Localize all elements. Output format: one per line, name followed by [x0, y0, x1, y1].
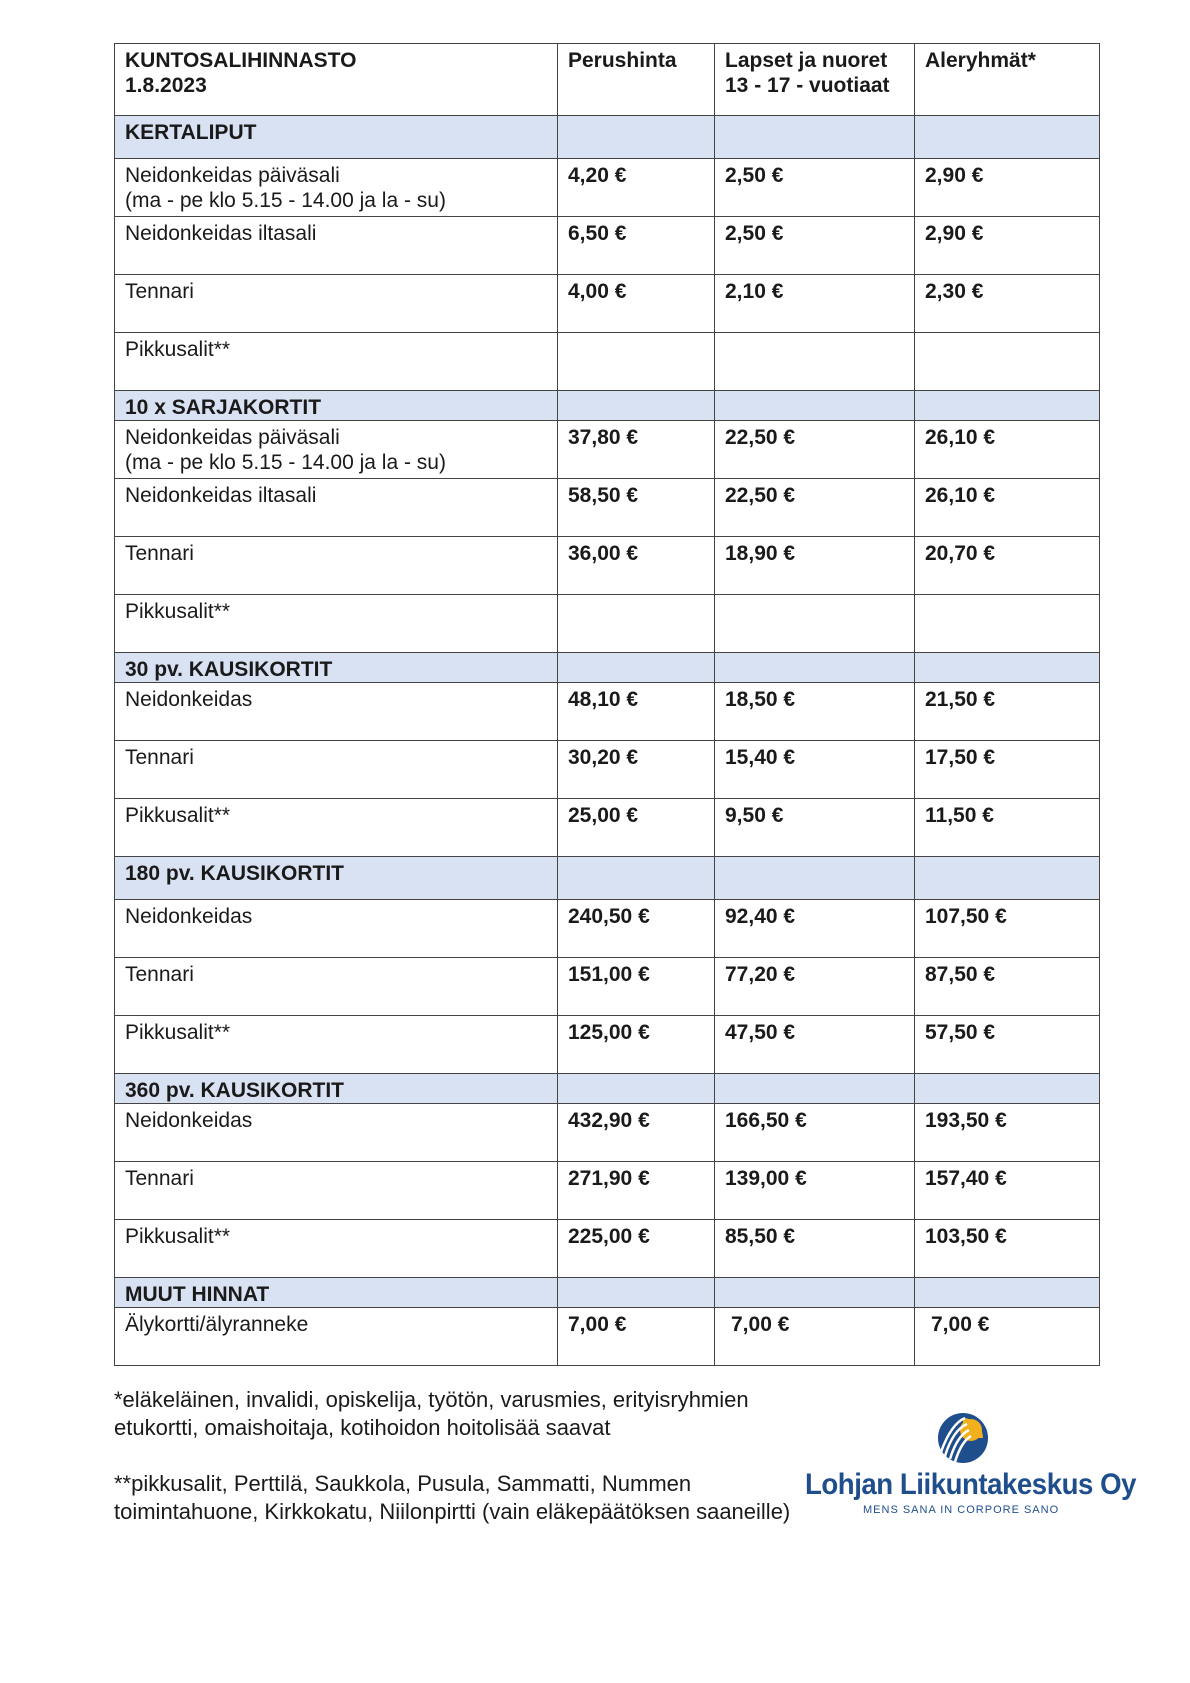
- price-youth: 47,50 €: [715, 1016, 915, 1074]
- item-name: Neidonkeidas: [115, 900, 558, 958]
- item-name: Älykortti/älyranneke: [115, 1308, 558, 1366]
- table-row: [115, 900, 1100, 958]
- company-logo: [805, 1412, 1136, 1516]
- footnote-small-halls: **pikkusalit, Perttilä, Saukkola, Pusula, Sammatti, Nummen toimintahuone, Kirkkokatu, Niilonpirtti (vain eläkepäätöksen saaneille): [114, 1471, 791, 1524]
- item-name: Tennari: [115, 275, 558, 333]
- item-name: Pikkusalit**: [115, 595, 558, 653]
- section-title: KERTALIPUT: [115, 116, 558, 159]
- item-name: Neidonkeidas iltasali: [115, 217, 558, 275]
- footnotes: [114, 1386, 834, 1554]
- price-basic: 58,50 €: [558, 479, 715, 537]
- price-basic: 25,00 €: [558, 799, 715, 857]
- table-row: [115, 217, 1100, 275]
- price-youth: [715, 595, 915, 653]
- table-row: [115, 1162, 1100, 1220]
- item-name: Tennari: [115, 1162, 558, 1220]
- price-basic: 125,00 €: [558, 1016, 715, 1074]
- item-name-cell: [115, 421, 558, 479]
- price-basic: 240,50 €: [558, 900, 715, 958]
- column-header-basic: [558, 44, 715, 116]
- price-basic: 4,20 €: [558, 159, 715, 217]
- item-note: (ma - pe klo 5.15 - 14.00 ja la - su): [125, 189, 446, 212]
- item-name: Pikkusalit**: [115, 333, 558, 391]
- item-name-cell: [115, 159, 558, 217]
- section-row-kausi180: [115, 857, 1100, 900]
- table-row: [115, 683, 1100, 741]
- price-youth: 15,40 €: [715, 741, 915, 799]
- footnote-discount-groups: *eläkeläinen, invalidi, opiskelija, työtön, varusmies, erityisryhmien etukortti, omaishoitaja, kotihoidon hoitolisää saavat: [114, 1387, 749, 1440]
- table-date: 1.8.2023: [125, 74, 207, 97]
- column-header-discount: [915, 44, 1100, 116]
- price-youth: 2,10 €: [715, 275, 915, 333]
- table-row: [115, 479, 1100, 537]
- item-name: Neidonkeidas: [115, 1104, 558, 1162]
- table-row: [115, 1308, 1100, 1366]
- section-title: 360 pv. KAUSIKORTIT: [115, 1074, 558, 1104]
- price-basic: 37,80 €: [558, 421, 715, 479]
- price-discount: 20,70 €: [915, 537, 1100, 595]
- price-discount: 57,50 €: [915, 1016, 1100, 1074]
- section-title: 180 pv. KAUSIKORTIT: [115, 857, 558, 900]
- item-name: Neidonkeidas: [115, 683, 558, 741]
- price-youth: 77,20 €: [715, 958, 915, 1016]
- price-youth: [715, 333, 915, 391]
- price-basic: 271,90 €: [558, 1162, 715, 1220]
- price-discount: 7,00 €: [915, 1308, 1100, 1366]
- price-discount: 87,50 €: [915, 958, 1100, 1016]
- item-name: Tennari: [115, 741, 558, 799]
- table-row: [115, 1016, 1100, 1074]
- table-title-cell: [115, 44, 558, 116]
- price-youth: 18,50 €: [715, 683, 915, 741]
- price-discount: 193,50 €: [915, 1104, 1100, 1162]
- section-row-kausi360: [115, 1074, 1100, 1104]
- logo-tagline: MENS SANA IN CORPORE SANO: [863, 1504, 1060, 1516]
- price-discount: 11,50 €: [915, 799, 1100, 857]
- table-row: [115, 958, 1100, 1016]
- price-discount: [915, 333, 1100, 391]
- table-row: [115, 537, 1100, 595]
- item-name: Pikkusalit**: [115, 799, 558, 857]
- table-row: [115, 421, 1100, 479]
- table-row: [115, 741, 1100, 799]
- price-discount: 26,10 €: [915, 421, 1100, 479]
- section-row-muut: [115, 1278, 1100, 1308]
- table-row: [115, 1104, 1100, 1162]
- price-basic: 48,10 €: [558, 683, 715, 741]
- table-title: KUNTOSALIHINNASTO: [125, 49, 357, 72]
- table-row: [115, 333, 1100, 391]
- column-header-basic-label: Perushinta: [568, 49, 677, 72]
- item-note: (ma - pe klo 5.15 - 14.00 ja la - su): [125, 451, 446, 474]
- price-discount: 2,90 €: [915, 159, 1100, 217]
- price-basic: [558, 595, 715, 653]
- price-basic: 6,50 €: [558, 217, 715, 275]
- price-discount: 2,90 €: [915, 217, 1100, 275]
- price-youth: 9,50 €: [715, 799, 915, 857]
- section-title: MUUT HINNAT: [115, 1278, 558, 1308]
- item-name: Tennari: [115, 537, 558, 595]
- column-header-youth-line2: 13 - 17 - vuotiaat: [725, 74, 890, 97]
- price-discount: 26,10 €: [915, 479, 1100, 537]
- column-header-youth-line1: Lapset ja nuoret: [725, 49, 888, 72]
- price-basic: [558, 333, 715, 391]
- column-header-discount-label: Aleryhmät*: [925, 49, 1036, 72]
- price-youth: 22,50 €: [715, 479, 915, 537]
- table-header-row: [115, 44, 1100, 116]
- item-name: Neidonkeidas päiväsali: [125, 426, 340, 449]
- price-basic: 4,00 €: [558, 275, 715, 333]
- price-discount: 103,50 €: [915, 1220, 1100, 1278]
- price-table: [114, 43, 1100, 1366]
- section-row-sarjakortit: [115, 391, 1100, 421]
- price-discount: [915, 595, 1100, 653]
- price-youth: 7,00 €: [715, 1308, 915, 1366]
- item-name: Neidonkeidas iltasali: [115, 479, 558, 537]
- price-discount: 107,50 €: [915, 900, 1100, 958]
- price-discount: 21,50 €: [915, 683, 1100, 741]
- sun-wave-logo-icon: [931, 1412, 991, 1468]
- item-name: Pikkusalit**: [115, 1016, 558, 1074]
- price-basic: 30,20 €: [558, 741, 715, 799]
- price-youth: 166,50 €: [715, 1104, 915, 1162]
- table-row: [115, 595, 1100, 653]
- table-row: [115, 1220, 1100, 1278]
- price-basic: 151,00 €: [558, 958, 715, 1016]
- table-row: [115, 275, 1100, 333]
- item-name: Pikkusalit**: [115, 1220, 558, 1278]
- item-name: Tennari: [115, 958, 558, 1016]
- section-title: 30 pv. KAUSIKORTIT: [115, 653, 558, 683]
- price-discount: 2,30 €: [915, 275, 1100, 333]
- section-title: 10 x SARJAKORTIT: [115, 391, 558, 421]
- price-youth: 22,50 €: [715, 421, 915, 479]
- price-basic: 7,00 €: [558, 1308, 715, 1366]
- price-discount: 17,50 €: [915, 741, 1100, 799]
- price-youth: 2,50 €: [715, 159, 915, 217]
- price-youth: 18,90 €: [715, 537, 915, 595]
- table-row: [115, 159, 1100, 217]
- price-basic: 36,00 €: [558, 537, 715, 595]
- price-discount: 157,40 €: [915, 1162, 1100, 1220]
- section-row-kertaliput: [115, 116, 1100, 159]
- price-youth: 92,40 €: [715, 900, 915, 958]
- column-header-youth: [715, 44, 915, 116]
- price-youth: 2,50 €: [715, 217, 915, 275]
- price-youth: 85,50 €: [715, 1220, 915, 1278]
- price-youth: 139,00 €: [715, 1162, 915, 1220]
- table-row: [115, 799, 1100, 857]
- section-row-kausi30: [115, 653, 1100, 683]
- price-basic: 225,00 €: [558, 1220, 715, 1278]
- price-basic: 432,90 €: [558, 1104, 715, 1162]
- item-name: Neidonkeidas päiväsali: [125, 164, 340, 187]
- logo-company-name: Lohjan Liikuntakeskus Oy: [805, 1468, 1136, 1501]
